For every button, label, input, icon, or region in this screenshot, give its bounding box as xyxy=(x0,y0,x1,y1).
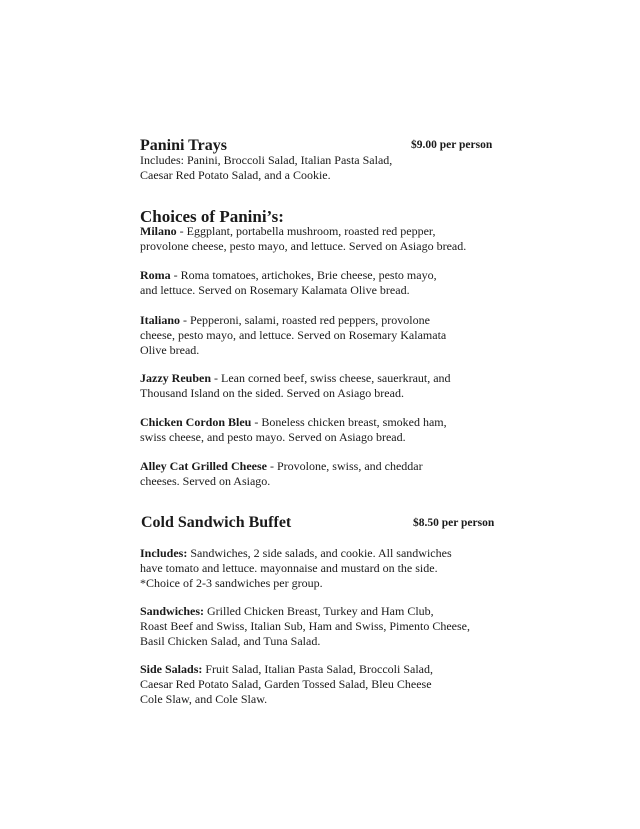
panini-desc: Olive bread. xyxy=(140,343,200,357)
panini-item-chicken-cordon-bleu xyxy=(140,415,485,445)
choices-title: Choices of Panini’s: xyxy=(140,207,284,226)
panini-desc: provolone cheese, pesto mayo, and lettuce. Served on Asiago bread. xyxy=(140,239,467,253)
panini-name: Jazzy Reuben xyxy=(140,371,211,385)
panini-desc: - Roma tomatoes, artichokes, Brie cheese, pesto mayo, xyxy=(170,268,437,282)
panini-desc: - Boneless chicken breast, smoked ham, xyxy=(251,415,447,429)
section-label: Side Salads: xyxy=(140,662,203,676)
panini-item-italiano xyxy=(140,313,485,358)
panini-desc: and lettuce. Served on Rosemary Kalamata Olive bread. xyxy=(140,283,410,297)
panini-name: Chicken Cordon Bleu xyxy=(140,415,252,429)
section-text: *Choice of 2-3 sandwiches per group. xyxy=(140,576,323,590)
panini-item-roma xyxy=(140,268,485,298)
panini-desc: - Lean corned beef, swiss cheese, sauerkraut, and xyxy=(211,371,451,385)
cold-buffet-price: $8.50 per person xyxy=(413,517,495,529)
panini-item-alley-cat xyxy=(140,459,485,489)
panini-item-milano xyxy=(140,224,485,254)
panini-name: Italiano xyxy=(140,313,181,327)
panini-desc: Thousand Island on the sided. Served on Asiago bread. xyxy=(140,386,404,400)
cold-buffet-side-salads xyxy=(140,662,485,707)
cold-buffet-includes xyxy=(140,546,485,591)
section-text: Roast Beef and Swiss, Italian Sub, Ham and Swiss, Pimento Cheese, xyxy=(140,619,470,633)
panini-name: Milano xyxy=(140,224,177,238)
panini-name: Roma xyxy=(140,268,171,282)
section-label: Includes: xyxy=(140,546,188,560)
cold-buffet-sandwiches xyxy=(140,604,485,649)
cold-buffet-title: Cold Sandwich Buffet xyxy=(141,514,292,531)
section-text: Sandwiches, 2 side salads, and cookie. All sandwiches xyxy=(187,546,452,560)
section-text: Caesar Red Potato Salad, Garden Tossed Salad, Bleu Cheese xyxy=(140,677,432,691)
section-text: Cole Slaw, and Cole Slaw. xyxy=(140,692,268,706)
panini-desc: swiss cheese, and pesto mayo. Served on Asiago bread. xyxy=(140,430,406,444)
panini-desc: cheeses. Served on Asiago. xyxy=(140,474,271,488)
panini-desc: cheese, pesto mayo, and lettuce. Served on Rosemary Kalamata xyxy=(140,328,447,342)
panini-item-jazzy-reuben xyxy=(140,371,485,401)
panini-desc: - Pepperoni, salami, roasted red peppers, provolone xyxy=(180,313,430,327)
panini-name: Alley Cat Grilled Cheese xyxy=(140,459,267,473)
section-text: Basil Chicken Salad, and Tuna Salad. xyxy=(140,634,321,648)
section-text: have tomato and lettuce. mayonnaise and mustard on the side. xyxy=(140,561,438,575)
panini-trays-includes xyxy=(140,153,485,183)
includes-line: Caesar Red Potato Salad, and a Cookie. xyxy=(140,168,331,182)
section-label: Sandwiches: xyxy=(140,604,205,618)
panini-desc: - Provolone, swiss, and cheddar xyxy=(266,459,423,473)
section-text: Fruit Salad, Italian Pasta Salad, Broccoli Salad, xyxy=(202,662,433,676)
section-text: Grilled Chicken Breast, Turkey and Ham Club, xyxy=(204,604,434,618)
panini-desc: - Eggplant, portabella mushroom, roasted red pepper, xyxy=(176,224,436,238)
panini-trays-title: Panini Trays xyxy=(140,137,227,154)
includes-line: Includes: Panini, Broccoli Salad, Italian Pasta Salad, xyxy=(140,153,393,167)
panini-trays-price: $9.00 per person xyxy=(411,139,493,151)
